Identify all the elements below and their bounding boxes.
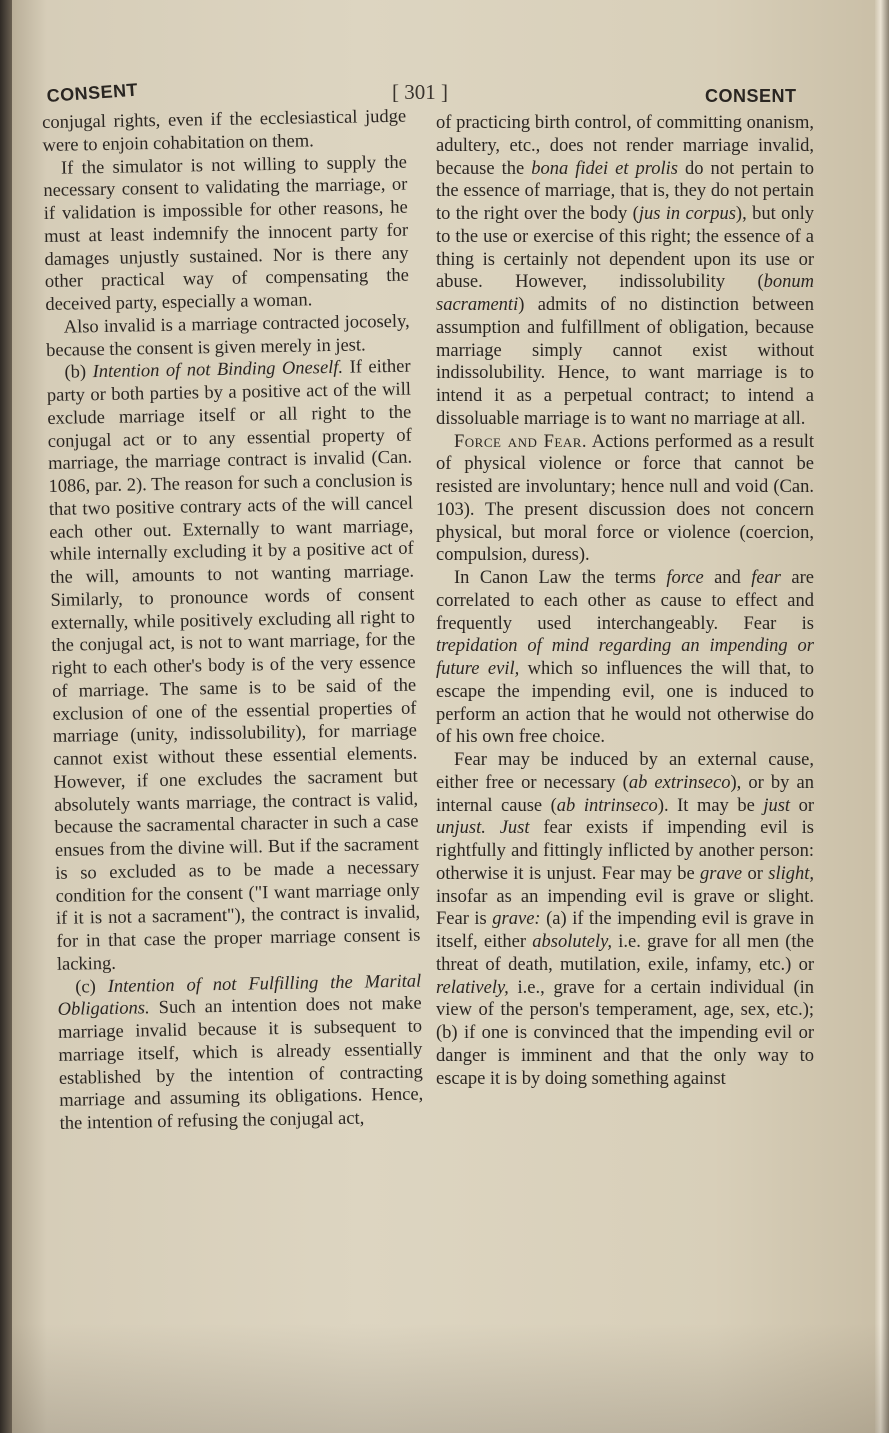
- text: ), or by an internal cause (: [436, 772, 814, 816]
- term: absolutely,: [532, 932, 612, 952]
- text: ). It may be: [657, 795, 755, 816]
- paragraph: Also invalid is a marriage contracted jocosely, because the consent is given merely in jest.: [45, 311, 410, 361]
- book-page: [12, 0, 889, 1433]
- page-edge: [875, 0, 889, 1433]
- paragraph: conjugal rights, even if the ecclesiastical judge were to enjoin cohabitation on them.: [42, 106, 407, 156]
- running-head-right: CONSENT: [705, 86, 797, 106]
- term: fear: [751, 568, 781, 588]
- latin-term: bona fidei et prolis: [531, 158, 678, 179]
- latin-term: ab intrinseco: [556, 795, 658, 816]
- definition: trepidation of mind regarding an impending or future evil,: [436, 636, 814, 679]
- term: slight,: [768, 863, 815, 884]
- page-shading: [12, 1323, 889, 1433]
- text: insofar as an impending evil is grave or slight. Fear is: [436, 886, 814, 930]
- text: of practicing birth control, of committing onanism, adultery, etc., does not render marriage invalid, because the: [436, 113, 814, 179]
- text: which so influences the will that, to escape the impending evil, one is induced to perform an action that he would not otherwise do of his own free choice.: [436, 659, 814, 748]
- paragraph: [436, 749, 814, 1090]
- latin-term: jus in corpus: [638, 204, 736, 224]
- text: i.e., grave for a certain individual (in view of the person's temperament, age, sex, etc.); (b) if one is convinced that the impending evil or danger is imminent and that the only way to escape it is by doing something against: [436, 977, 814, 1089]
- paragraph: [436, 567, 814, 749]
- running-head-left: CONSENT: [46, 79, 139, 106]
- page-number: [ 301 ]: [392, 80, 448, 104]
- right-text-column: [436, 112, 814, 1090]
- text: and: [714, 568, 741, 588]
- text: Fear may be induced by an external cause, either free or necessary (: [436, 750, 814, 793]
- left-text-column: [42, 106, 424, 1136]
- item-label: (c): [75, 976, 96, 998]
- latin-term: ab extrinseco: [628, 772, 731, 793]
- text: ), but only to the use or exercise of this right; the essence of a thing is certainly not dependent upon its use or abuse. However, indissolubility (: [436, 204, 814, 293]
- text: are correlated to each other as cause to effect and frequently used interchangeably. Fear is: [436, 568, 814, 634]
- text: ) admits of no distinction between assumption and fulfillment of obligation, because marriage simply cannot exist without indissolubility. Hence, to want marriage is to intend it as a perpetual contract; to intend a dissoluable marriage is to want no marriage at all.: [436, 295, 814, 429]
- term: force: [666, 568, 704, 588]
- text: (a) if the impending evil is grave in itself, either: [436, 909, 815, 952]
- paragraph: If the simulator is not willing to supply the necessary consent to validating the marriage, or if validation is impossible for other reasons, he must at least indemnify the innocent party for damages unjustly sustained. Nor is there any other practical way of compensating the deceived party, especially a woman.: [43, 152, 410, 315]
- text: In Canon Law the terms: [454, 568, 656, 588]
- term: grave: [700, 863, 743, 884]
- latin-term: bonum sacramenti: [436, 272, 814, 315]
- term: grave:: [492, 909, 541, 930]
- term: relatively,: [436, 977, 509, 998]
- paragraph: [436, 112, 814, 431]
- section-heading: Intention of not Fulfilling the Marital Obligations.: [57, 971, 422, 1021]
- paragraph-force-and-fear: [436, 431, 814, 568]
- section-heading: Force and Fear.: [454, 431, 588, 452]
- text: or: [798, 795, 814, 816]
- text: Actions performed as a result of physical violence or force that cannot be resisted are involuntary; hence null and void (Can. 103). The present discussion does not concern physical, but moral force or violence (coercion, compulsion, duress).: [436, 431, 814, 566]
- section-heading: Intention of not Binding Oneself.: [92, 358, 344, 383]
- item-label: (b): [64, 362, 87, 383]
- paragraph-text: Such an intention does not make marriage invalid because it is subsequent to marriage itself, which is already essentially established by the intention of contracting marriage and assuming its obligations. Hence, the intention of refusing the conjugal act,: [57, 993, 424, 1134]
- paragraph-intention-binding: [46, 356, 421, 977]
- paragraph-intention-fulfilling: [57, 970, 424, 1136]
- book-spine-shadow: [0, 0, 12, 1433]
- term: unjust. Just: [436, 818, 530, 839]
- text: i.e. grave for all men (the threat of death, mutilation, exile, infamy, etc.) or: [436, 932, 814, 975]
- text: fear exists if impending evil is rightfully and fittingly inflicted by another person: otherwise it is unjust. Fear may be: [436, 818, 815, 884]
- text: do not pertain to the essence of marriage, that is, they do not pertain to the right over the body (: [436, 158, 814, 224]
- paragraph-text: If either party or both parties by a positive act of the will exclude marriage itself or all right to the conjugal act or to any essential property of marriage, the marriage contract is invalid (Can. 1086, par. 2). The reason for such a conclusion is that two positive contrary acts of the will cancel each other out. Externally to want marriage, while internally excluding it by a positive act of the will, amounts to not wanting marriage. Similarly, to pronounce words of consent externally, while positively excluding all right to the conjugal act, is not to want marriage, for the right to each other's body is of the very essence of marriage. The same is to be said of the exclusion of one of the essential properties of marriage (unity, indissolubility), for marriage cannot exist without these essential elements. However, if one excludes the sacrament but absolutely wants marriage, the contract is valid, because the sacramental character in such a case ensues from the divine will. But if the sacrament is so excluded as to be made a necessary condition for the consent ("I want marriage only if it is not a sacrament"), the contract is invalid, for in that case the proper marriage consent is lacking.: [46, 356, 421, 975]
- text: or: [747, 863, 763, 884]
- term: just: [763, 795, 791, 816]
